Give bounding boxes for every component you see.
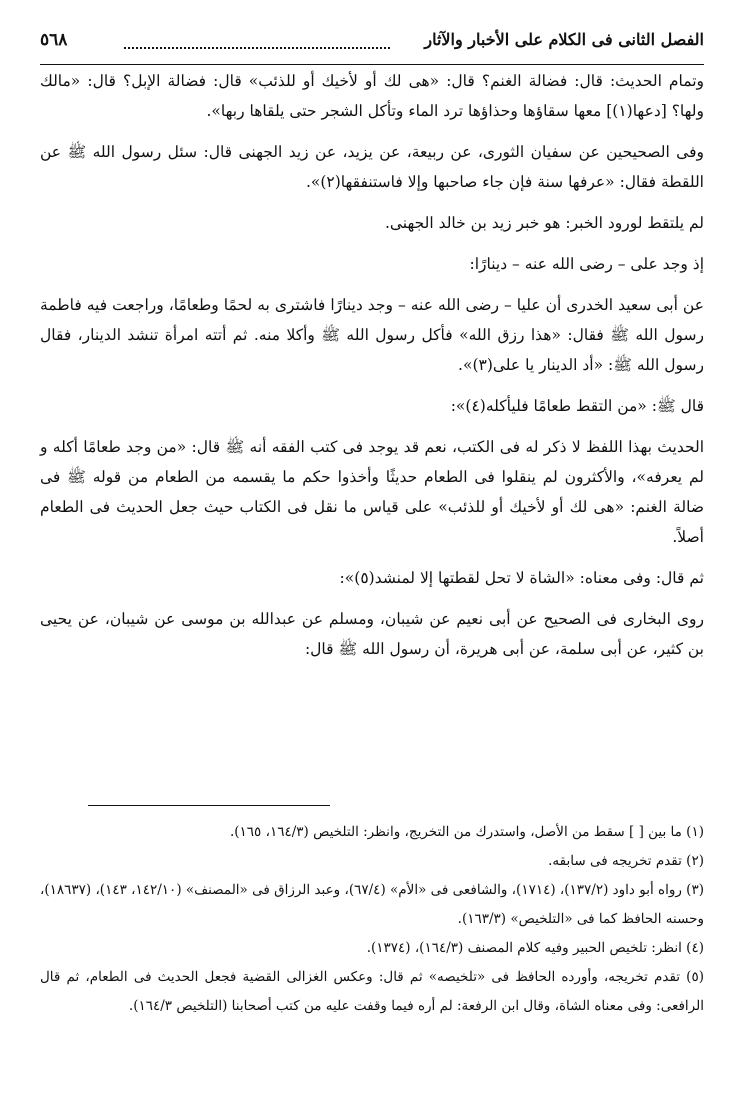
main-text xyxy=(40,66,704,675)
paragraph: إذ وجد على – رضى الله عنه – دينارًا: xyxy=(469,255,704,273)
paragraph: وتمام الحديث: قال: فضالة الغنم؟ قال: «هى لك أو لأخيك أو للذئب» قال: فضالة الإبل؟ قال: «مالك ولها؟ [دعها(١)] معها سقاؤها وحذاؤها ترد الماء وتأكل الشجر حتى يلقاها ربها». xyxy=(40,72,704,120)
footnote-separator xyxy=(88,805,330,806)
footnote: (١) ما بين [ ] سقط من الأصل، واستدرك من التخريج، وانظر: التلخيص (١٦٤/٣، ١٦٥). xyxy=(229,824,704,840)
paragraph: وفى الصحيحين عن سفيان الثورى، عن ربيعة، عن يزيد، عن زيد الجهنى قال: سئل رسول الله ﷺ عن اللقطة فقال: «عرفها سنة فإن جاء صاحبها وإلا فاستنفقها(٢)». xyxy=(40,143,704,191)
paragraph: عن أبى سعيد الخدرى أن عليا – رضى الله عنه – وجد دينارًا فاشترى به لحمًا وطعامًا، وراجعت فيه فاطمة رسول الله ﷺ فقال: «هذا رزق الله» فأكل رسول الله ﷺ وأكلا منه. ثم أتته امرأة تنشد الدينار، فقال رسول الله ﷺ: «أد الدينار يا على(٣)». xyxy=(40,296,704,374)
paragraph: قال ﷺ: «من التقط طعامًا فليأكله(٤)»: xyxy=(450,397,704,415)
footnote: (٢) تقدم تخريجه فى سابقه. xyxy=(548,853,704,869)
paragraph: ثم قال: وفى معناه: «الشاة لا تحل لقطتها إلا لمنشد(٥)»: xyxy=(339,569,704,587)
paragraph: لم يلتقط لورود الخبر: هو خبر زيد بن خالد الجهنى. xyxy=(384,214,704,232)
paragraph: الحديث بهذا اللفظ لا ذكر له فى الكتب، نعم قد يوجد فى كتب الفقه أنه ﷺ قال: «من وجد طعامًا أكله و لم يعرفه»، والأكثرون لم ينقلوا فى الطعام حديثًا وأخذوا حكم ما يقسمه من الطعام من قوله ﷺ فى ضالة الغنم: «هى لك أو لأخيك أو للذئب» على قياس ما نقل فى الكتاب حيث جعل الحديث فى الطعام أصلاً. xyxy=(40,438,704,546)
page-number: ٥٦٨ xyxy=(40,30,68,50)
running-title: الفصل الثانى فى الكلام على الأخبار والآثار xyxy=(424,30,704,49)
paragraph: روى البخارى فى الصحيح عن أبى نعيم عن شيبان، ومسلم عن عبدالله بن موسى عن شيبان، عن يحيى بن كثير، عن أبى سلمة، عن أبى هريرة، أن رسول الله ﷺ قال: xyxy=(40,610,704,658)
page-header xyxy=(40,30,704,65)
footnote: (٤) انظر: تلخيص الحبير وفيه كلام المصنف (١٦٤/٣)، (١٣٧٤). xyxy=(366,940,704,956)
footnotes xyxy=(40,818,704,1021)
footnote: (٣) رواه أبو داود (١٣٧/٢)، (١٧١٤)، والشافعى فى «الأم» (٦٧/٤)، وعبد الرزاق فى «المصنف» (١٤٢/١٠، ١٤٣)، (١٨٦٣٧)، وحسنه الحافظ كما فى «التلخيص» (١٦٣/٣). xyxy=(40,882,704,927)
header-dotted-leader xyxy=(124,47,390,49)
footnote: (٥) تقدم تخريجه، وأورده الحافظ فى «تلخيصه» ثم قال: وعكس الغزالى القضية فجعل الحديث فى الطعام، ثم قال الرافعى: وفى معناه الشاة، وقال ابن الرفعة: لم أره فيما وقفت عليه من كتب أصحابنا (التلخيص ١٦٤/٣). xyxy=(40,969,704,1014)
